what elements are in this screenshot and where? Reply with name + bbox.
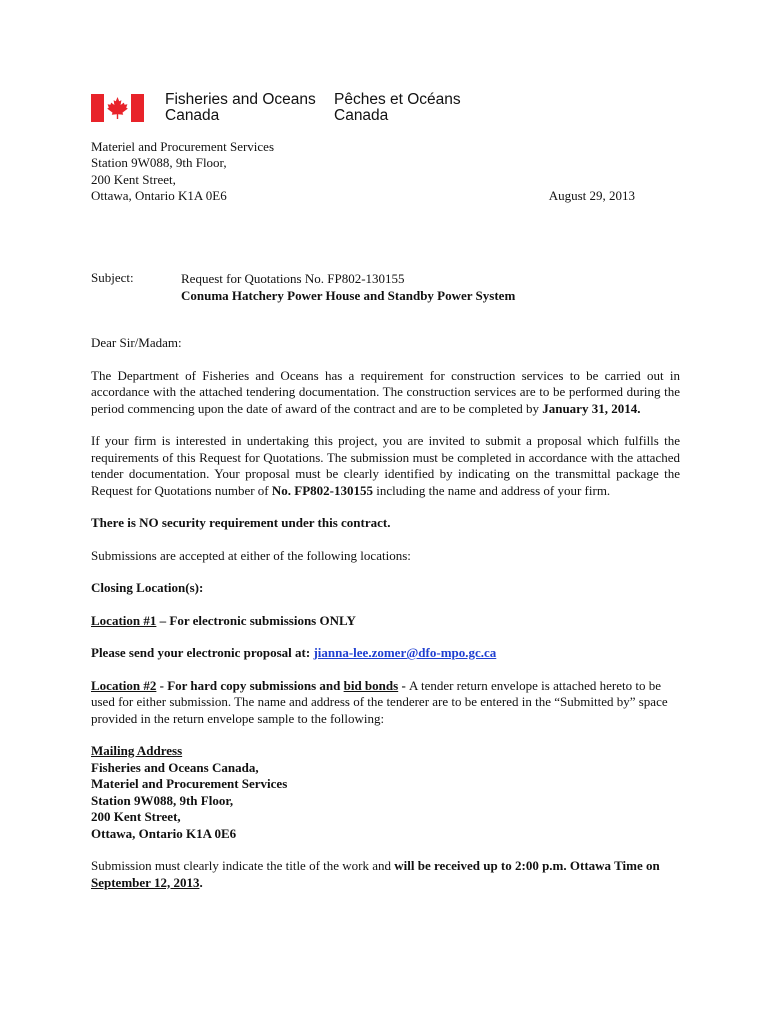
address-line: Station 9W088, 9th Floor, — [91, 155, 227, 171]
paragraph-requirement: The Department of Fisheries and Oceans has a requirement for construction services to be carried out in accordance with the attached tendering documentation. The construction services are to be performed during the period commencing upon the date of award of the contract and are to be completed by January 31, 2014. — [91, 367, 680, 416]
mailing-line: Station 9W088, 9th Floor, — [91, 792, 234, 808]
address-line: Materiel and Procurement Services — [91, 139, 275, 154]
subject-line-1: Request for Quotations No. FP802-130155 — [181, 271, 405, 286]
address-line: Ottawa, Ontario K1A 0E6 — [91, 187, 227, 203]
paragraph-invitation: If your firm is interested in undertaking this project, you are invited to submit a proposal which fulfills the requirements of this Request for Quotations. The submission must be completed in accordance with the attached tender documentation. Your proposal must be clearly identified by indicating on the transmittal package the Request for Quotations number of No. FP802-130155 including the name and address of your firm. — [91, 433, 680, 498]
rfq-number: No. FP802-130155 — [271, 482, 373, 498]
subject-label: Subject: — [91, 270, 134, 285]
department-name-french — [334, 92, 461, 124]
canada-flag-icon — [91, 94, 144, 122]
mailing-line: Materiel and Procurement Services — [91, 776, 288, 791]
completion-date: January 31, 2014. — [542, 400, 641, 416]
subject-text — [181, 270, 515, 304]
sender-address — [91, 139, 274, 204]
dept-fr-line-1: Pêches et Océans — [334, 91, 461, 108]
letter-date: August 29, 2013 — [548, 188, 635, 203]
subject-line-2: Conuma Hatchery Power House and Standby Power System — [181, 288, 516, 303]
canada-flag-logo — [91, 94, 144, 122]
closing-locations-heading: Closing Location(s): — [91, 580, 204, 595]
submissions-intro: Submissions are accepted at either of the following locations: — [91, 547, 411, 563]
mailing-line: Ottawa, Ontario K1A 0E6 — [91, 825, 237, 841]
mailing-address-heading: Mailing Address — [91, 743, 183, 758]
email-link[interactable]: jianna-lee.zomer@dfo-mpo.gc.ca — [313, 645, 497, 660]
location-2: Location #2 - For hard copy submissions and bid bonds - A tender return envelope is attached hereto to be used for either submission. The name and address of the tenderer are to be entered in the “Submitted by” space provided in the return envelope sample to the following: — [91, 677, 668, 726]
department-name-english — [165, 92, 316, 124]
location-1: Location #1 – For electronic submissions ONLY — [91, 612, 356, 628]
security-notice: There is NO security requirement under this contract. — [91, 515, 391, 530]
dept-en-line-2: Canada — [165, 107, 220, 124]
mailing-line: 200 Kent Street, — [91, 809, 181, 824]
letter-body — [91, 335, 680, 907]
submission-deadline: Submission must clearly indicate the title of the work and will be received up to 2:00 p.m. Ottawa Time on September 12, 2013. — [91, 858, 660, 890]
deadline-date: September 12, 2013 — [91, 874, 200, 890]
dept-fr-line-2: Canada — [334, 107, 389, 124]
mailing-line: Fisheries and Oceans Canada, — [91, 759, 259, 775]
mailing-address — [91, 743, 680, 842]
dept-en-line-1: Fisheries and Oceans — [165, 91, 316, 108]
address-line: 200 Kent Street, — [91, 171, 176, 187]
salutation: Dear Sir/Madam: — [91, 335, 182, 350]
electronic-proposal-line: Please send your electronic proposal at: jianna-lee.zomer@dfo-mpo.gc.ca — [91, 645, 497, 660]
